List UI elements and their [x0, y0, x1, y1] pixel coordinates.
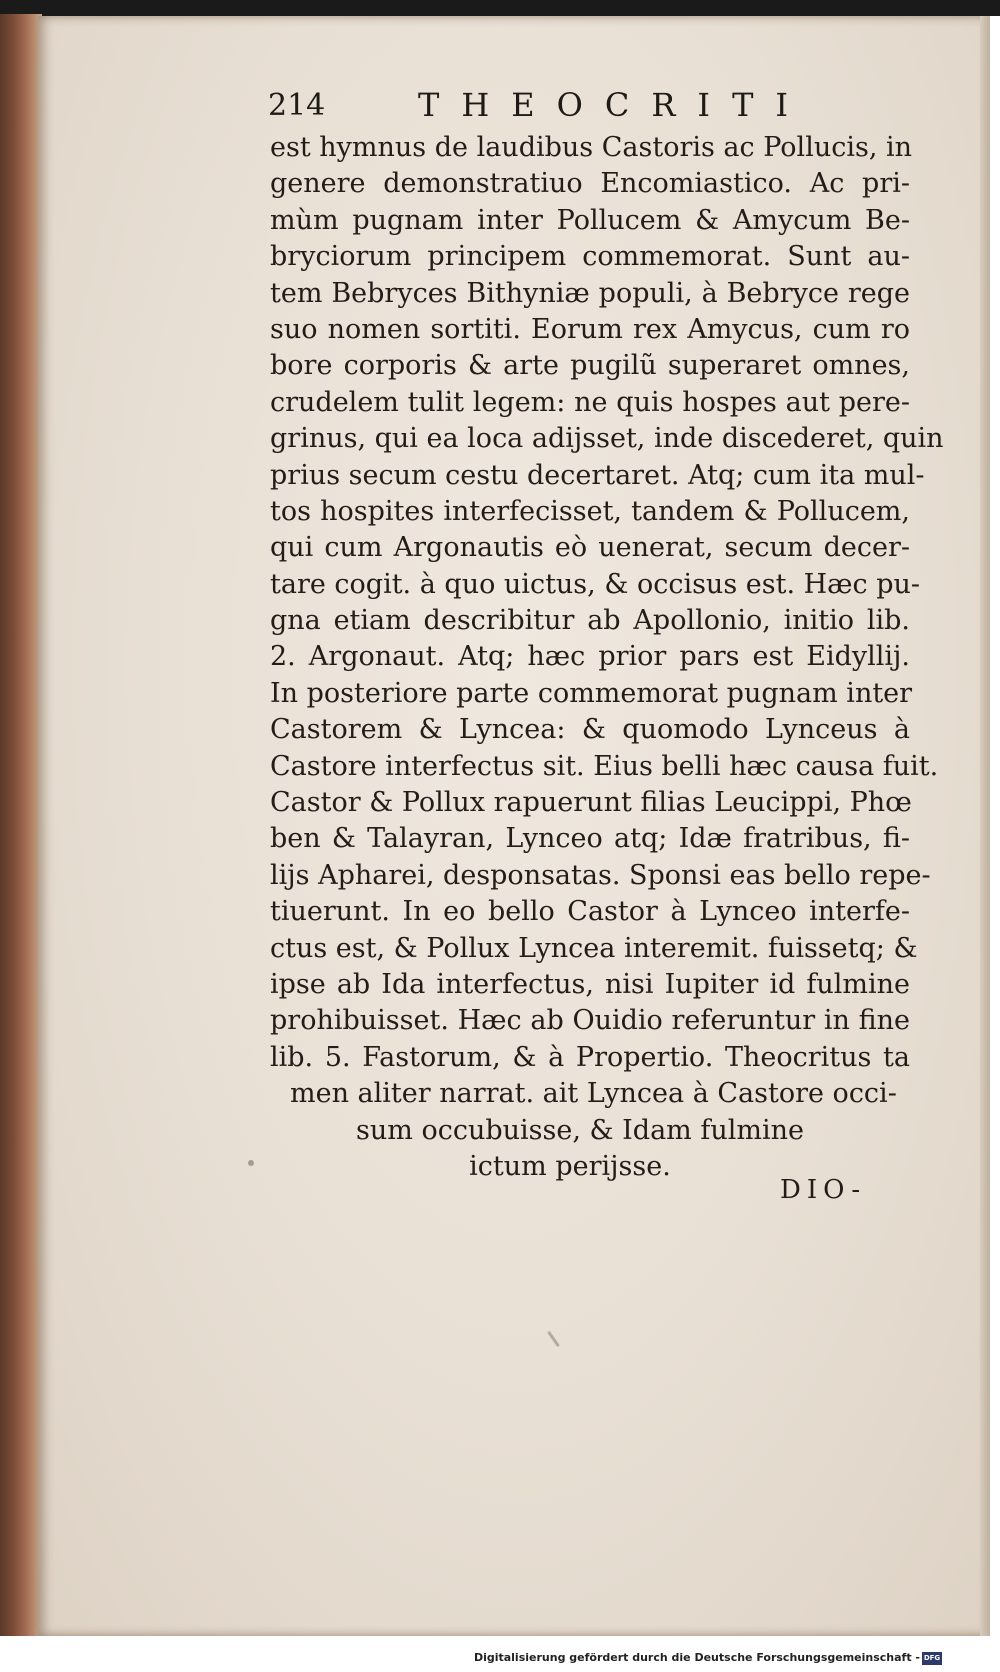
text-line: tare cogit. à quo uictus, & occisus est. Hæc pu- [270, 568, 921, 600]
page-number: 214 [268, 88, 326, 123]
footer-bar [0, 1636, 1000, 1672]
top-border [0, 0, 1000, 16]
text-line: lib. 5. Fastorum, & à Propertio. Theocritus ta [270, 1041, 910, 1073]
text-line: Castore interfectus sit. Eius belli hæc causa fuit. [270, 750, 939, 782]
text-line: qui cum Argonautis eò uenerat, secum decer- [270, 532, 910, 564]
text-line: tem Bebryces Bithyniæ populi, à Bebryce rege [270, 277, 910, 309]
text-line: mùm pugnam inter Pollucem & Amycum Be- [270, 204, 910, 236]
ink-smudge [248, 1160, 254, 1166]
text-line: bryciorum principem commemorat. Sunt au- [270, 241, 910, 273]
text-line: prius secum cestu decertaret. Atq; cum ita mul- [270, 459, 925, 491]
text-line: lijs Apharei, desponsatas. Sponsi eas bello repe- [270, 859, 931, 891]
text-line: grinus, qui ea loca adijsset, inde discederet, quin [270, 423, 944, 455]
text-line: crudelem tulit legem: ne quis hospes aut pere- [270, 386, 910, 418]
text-line: men aliter narrat. ait Lyncea à Castore occi- [290, 1078, 897, 1110]
text-line: prohibuisset. Hæc ab Ouidio referuntur in fine [270, 1005, 910, 1037]
text-line: ctus est, & Pollux Lyncea interemit. fuissetq; & [270, 932, 918, 964]
text-line: tos hospites interfecisset, tandem & Pollucem, [270, 495, 910, 527]
running-title: THEOCRITI [418, 86, 811, 124]
text-line: bore corporis & arte pugilũ superaret omnes, [270, 350, 910, 382]
text-line: tiuerunt. In eo bello Castor à Lynceo interfe- [270, 896, 910, 928]
text-line: 2. Argonaut. Atq; hæc prior pars est Eidyllij. [270, 641, 910, 673]
text-line: ben & Talayran, Lynceo atq; Idæ fratribus, fi- [270, 823, 910, 855]
text-line: Castor & Pollux rapuerunt filias Leucippi, Phœ [270, 787, 912, 819]
body-text [270, 130, 944, 1185]
running-head [268, 86, 828, 126]
text-line: genere demonstratiuo Encomiastico. Ac pri- [270, 168, 910, 200]
book-spine-edge [0, 14, 42, 1639]
text-line: Castorem & Lyncea: & quomodo Lynceus à [270, 714, 910, 746]
text-line: In posteriore parte commemorat pugnam inter [270, 677, 913, 709]
text-line: est hymnus de laudibus Castoris ac Pollucis, in [270, 132, 913, 163]
page-edge [980, 16, 990, 1636]
text-line: suo nomen sortiti. Eorum rex Amycus, cum ro [270, 313, 910, 345]
text-line: ictum perijsse. [469, 1150, 671, 1182]
dfg-logo: DFG [922, 1652, 942, 1665]
text-line: gna etiam describitur ab Apollonio, initio lib. [270, 605, 910, 637]
catchword: DIO- [780, 1175, 867, 1205]
text-line: sum occubuisse, & Idam fulmine [356, 1114, 804, 1146]
text-line: ipse ab Ida interfectus, nisi Iupiter id fulmine [270, 968, 910, 1000]
digitization-credit: Digitalisierung gefördert durch die Deutsche Forschungsgemeinschaft - [473, 1651, 920, 1664]
